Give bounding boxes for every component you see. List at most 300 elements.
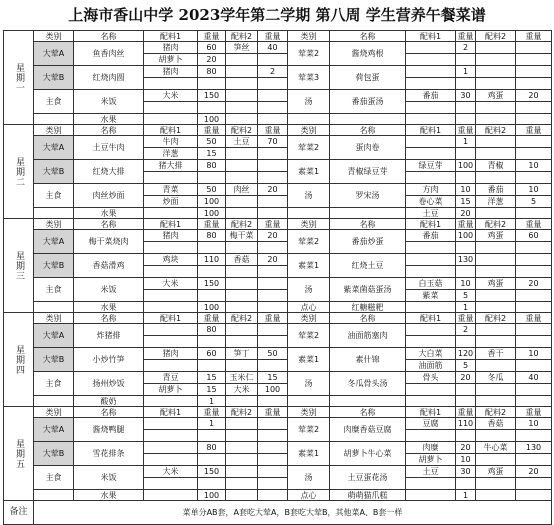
dish-name: 紫菜菌菇蛋汤 xyxy=(330,278,406,302)
dish-name: 土豆蛋花汤 xyxy=(330,466,406,490)
table-cell xyxy=(456,336,476,348)
weight-cell xyxy=(198,290,226,302)
weight-cell: 1 xyxy=(456,490,476,501)
weight-cell: 10 xyxy=(456,278,476,290)
ingredient-cell: 鸡块 xyxy=(144,254,198,266)
weight-cell xyxy=(456,102,476,114)
weight-cell: 100 xyxy=(258,384,288,396)
weight-cell: 20 xyxy=(258,230,288,242)
category-cell: 大荤A xyxy=(34,324,74,348)
category-cell: 素菜1 xyxy=(288,254,330,278)
weight-cell: 20 xyxy=(258,184,288,196)
table-cell xyxy=(258,54,288,66)
dish-name: 水果 xyxy=(74,208,144,219)
category-cell: 汤 xyxy=(288,278,330,302)
dish-name: 蛋肉卷 xyxy=(330,136,406,160)
table-cell xyxy=(226,396,258,407)
note-label: 备注 xyxy=(4,501,34,525)
ingredient-cell xyxy=(406,324,456,336)
weight-cell: 70 xyxy=(258,136,288,148)
weight-cell: 60 xyxy=(516,230,552,242)
header-ingredient-4: 配料2 xyxy=(476,31,516,42)
header-name-2: 名称 xyxy=(330,125,406,136)
table-cell xyxy=(516,360,552,372)
table-cell xyxy=(516,430,552,442)
table-cell xyxy=(406,242,456,254)
weight-cell: 110 xyxy=(198,254,226,266)
ingredient-cell xyxy=(476,42,516,54)
weight-cell: 100 xyxy=(198,196,226,208)
ingredient-cell: 油面筋 xyxy=(406,360,456,372)
ingredient-cell xyxy=(476,478,516,490)
ingredient-cell: 大米 xyxy=(144,278,198,290)
table-cell xyxy=(258,242,288,254)
ingredient-cell: 胡萝卜 xyxy=(144,54,198,66)
dish-name: 胡萝卜牛心菜 xyxy=(330,442,406,466)
table-cell xyxy=(516,242,552,254)
ingredient-cell xyxy=(226,290,258,302)
weight-cell: 80 xyxy=(198,442,226,454)
ingredient-cell xyxy=(144,290,198,302)
header-weight-4: 重量 xyxy=(516,31,552,42)
table-cell xyxy=(34,396,74,407)
ingredient-cell: 猪肉 xyxy=(144,348,198,360)
table-cell xyxy=(516,490,552,501)
header-name: 名称 xyxy=(74,313,144,324)
ingredient-cell xyxy=(406,136,456,148)
table-cell xyxy=(476,242,516,254)
ingredient-cell xyxy=(406,266,456,278)
table-cell xyxy=(144,114,198,125)
header-category: 类别 xyxy=(34,407,74,418)
dish-name: 素什锦 xyxy=(330,348,406,372)
weight-cell: 30 xyxy=(456,90,476,102)
table-cell xyxy=(406,336,456,348)
category-cell: 素菜1 xyxy=(288,348,330,372)
table-cell xyxy=(226,430,258,442)
table-cell xyxy=(226,360,258,372)
header-weight-1: 重量 xyxy=(198,219,226,230)
ingredient-cell: 胡萝卜 xyxy=(406,454,456,466)
dish-name: 米饭 xyxy=(74,466,144,490)
table-cell xyxy=(476,302,516,313)
dish-name: 酱烧鸡根 xyxy=(330,42,406,66)
table-cell xyxy=(258,148,288,160)
ingredient-cell: 番茄 xyxy=(476,184,516,196)
ingredient-cell xyxy=(144,324,198,336)
ingredient-cell xyxy=(226,66,258,78)
category-cell xyxy=(288,114,330,125)
header-ingredient-2: 配料2 xyxy=(226,313,258,324)
ingredient-cell: 鸡蛋 xyxy=(476,230,516,242)
ingredient-cell xyxy=(406,78,456,90)
table-cell xyxy=(226,172,258,184)
table-cell xyxy=(476,208,516,219)
ingredient-cell: 笋丝 xyxy=(226,42,258,54)
weight-cell: 100 xyxy=(456,230,476,242)
table-cell xyxy=(516,302,552,313)
table-cell xyxy=(516,54,552,66)
category-cell: 汤 xyxy=(288,466,330,490)
header-weight-1: 重量 xyxy=(198,125,226,136)
weight-cell xyxy=(456,172,476,184)
table-cell xyxy=(226,242,258,254)
table-cell xyxy=(226,208,258,219)
header-ingredient-4: 配料2 xyxy=(476,407,516,418)
table-cell xyxy=(226,336,258,348)
category-cell: 汤 xyxy=(288,90,330,114)
dish-name: 红烧肉圆 xyxy=(74,66,144,90)
table-cell xyxy=(144,360,198,372)
category-cell: 点心 xyxy=(288,302,330,313)
table-cell xyxy=(34,302,74,313)
ingredient-cell: 骨头 xyxy=(406,372,456,384)
table-cell xyxy=(198,266,226,278)
ingredient-cell: 土豆 xyxy=(406,208,456,219)
table-cell xyxy=(476,114,516,125)
weight-cell: 80 xyxy=(198,66,226,78)
dish-name xyxy=(330,396,406,407)
ingredient-cell: 梅干菜 xyxy=(226,230,258,242)
weight-cell: 10 xyxy=(456,184,476,196)
table-cell xyxy=(476,360,516,372)
ingredient-cell xyxy=(226,102,258,114)
weight-cell: 120 xyxy=(456,348,476,360)
category-cell: 主食 xyxy=(34,184,74,208)
table-cell xyxy=(258,396,288,407)
category-cell: 荤菜2 xyxy=(288,418,330,442)
ingredient-cell xyxy=(226,278,258,290)
table-cell xyxy=(456,148,476,160)
table-cell xyxy=(258,78,288,90)
weight-cell xyxy=(258,324,288,336)
header-ingredient-2: 配料2 xyxy=(226,31,258,42)
table-cell xyxy=(476,454,516,466)
weight-cell: 100 xyxy=(198,114,226,125)
table-cell xyxy=(198,78,226,90)
category-cell: 主食 xyxy=(34,372,74,396)
weight-cell: 10 xyxy=(516,184,552,196)
weight-cell: 100 xyxy=(198,302,226,313)
ingredient-cell: 玉米仁 xyxy=(226,372,258,384)
weight-cell: 10 xyxy=(456,454,476,466)
category-cell xyxy=(288,208,330,219)
header-ingredient-2: 配料2 xyxy=(226,125,258,136)
weight-cell: 2 xyxy=(456,42,476,54)
dish-name: 小炒竹笋 xyxy=(74,348,144,372)
weight-cell: 50 xyxy=(198,184,226,196)
dish-name: 青椒绿豆芽 xyxy=(330,160,406,184)
table-cell xyxy=(476,490,516,501)
dish-name: 荷包蛋 xyxy=(330,66,406,90)
ingredient-cell: 牛心菜 xyxy=(476,442,516,454)
weight-cell xyxy=(258,418,288,430)
weight-cell xyxy=(516,324,552,336)
weight-cell: 15 xyxy=(198,372,226,384)
weight-cell xyxy=(258,278,288,290)
header-name: 名称 xyxy=(74,31,144,42)
ingredient-cell: 洋葱 xyxy=(476,196,516,208)
table-cell xyxy=(226,148,258,160)
header-name: 名称 xyxy=(74,407,144,418)
header-category-2: 类别 xyxy=(288,125,330,136)
ingredient-cell: 香干 xyxy=(476,348,516,360)
table-cell xyxy=(144,172,198,184)
weight-cell: 110 xyxy=(456,418,476,430)
category-cell: 点心 xyxy=(288,490,330,501)
header-weight-2: 重量 xyxy=(258,125,288,136)
weight-cell xyxy=(258,102,288,114)
weight-cell xyxy=(456,266,476,278)
header-category: 类别 xyxy=(34,219,74,230)
weight-cell xyxy=(456,78,476,90)
weight-cell: 20 xyxy=(198,54,226,66)
ingredient-cell: 绿豆芽 xyxy=(406,160,456,172)
ingredient-cell xyxy=(226,466,258,478)
ingredient-cell xyxy=(406,254,456,266)
ingredient-cell: 紫菜 xyxy=(406,290,456,302)
weight-cell xyxy=(456,478,476,490)
ingredient-cell: 牛肉 xyxy=(144,136,198,148)
category-cell: 汤 xyxy=(288,372,330,396)
header-category: 类别 xyxy=(34,31,74,42)
dish-name: 雪花排条 xyxy=(74,442,144,466)
weight-cell: 10 xyxy=(516,418,552,430)
ingredient-cell: 豆腐 xyxy=(406,418,456,430)
weight-cell: 50 xyxy=(258,348,288,360)
table-cell xyxy=(34,490,74,501)
header-weight-3: 重量 xyxy=(457,407,474,417)
table-cell xyxy=(226,54,258,66)
ingredient-cell xyxy=(226,442,258,454)
weight-cell xyxy=(258,478,288,490)
dish-name: 冬瓜骨头汤 xyxy=(330,372,406,396)
dish-name: 萌萌猫爪糕 xyxy=(330,490,406,501)
weight-cell: 1 xyxy=(456,136,476,148)
table-cell xyxy=(516,172,552,184)
header-category-2: 类别 xyxy=(288,31,330,42)
table-cell xyxy=(516,266,552,278)
day-label: 星期三 xyxy=(4,219,34,313)
weight-cell: 10 xyxy=(516,160,552,172)
ingredient-cell: 香菇 xyxy=(226,254,258,266)
header-category: 类别 xyxy=(34,125,74,136)
header-category-2: 类别 xyxy=(288,219,330,230)
dish-name: 红烧土豆 xyxy=(330,254,406,278)
table-cell xyxy=(476,336,516,348)
ingredient-cell xyxy=(476,66,516,78)
weight-cell: 30 xyxy=(456,466,476,478)
header-ingredient-1: 配料1 xyxy=(144,407,198,418)
weight-cell: 50 xyxy=(198,136,226,148)
weight-cell: 60 xyxy=(198,42,226,54)
table-cell xyxy=(144,454,198,466)
dish-name xyxy=(330,208,406,219)
table-cell xyxy=(476,54,516,66)
weight-cell: 10 xyxy=(516,348,552,360)
dish-name: 油面筋塞肉 xyxy=(330,324,406,348)
ingredient-cell: 青菜 xyxy=(144,184,198,196)
weight-cell xyxy=(456,396,476,407)
table-cell xyxy=(516,336,552,348)
ingredient-cell: 洋葱 xyxy=(144,148,198,160)
category-cell: 大荤B xyxy=(34,442,74,466)
dish-name: 炸猪排 xyxy=(74,324,144,348)
dish-name: 红糖糍粑 xyxy=(330,302,406,313)
ingredient-cell xyxy=(406,396,456,407)
ingredient-cell: 青豆 xyxy=(144,372,198,384)
table-cell xyxy=(34,114,74,125)
weight-cell: 15 xyxy=(198,148,226,160)
dish-name: 肉糜香菇豆腐 xyxy=(330,418,406,442)
dish-name xyxy=(330,114,406,125)
header-ingredient-3: 配料1 xyxy=(406,407,456,418)
ingredient-cell: 青椒 xyxy=(476,160,516,172)
header-weight-2: 重量 xyxy=(258,219,288,230)
weight-cell: 1 xyxy=(456,302,476,313)
table-cell xyxy=(144,208,198,219)
dish-name: 水果 xyxy=(74,114,144,125)
dish-name: 米饭 xyxy=(74,90,144,114)
ingredient-cell xyxy=(226,160,258,172)
category-cell: 素菜1 xyxy=(288,442,330,466)
ingredient-cell: 鸡蛋 xyxy=(476,466,516,478)
ingredient-cell: 冬瓜 xyxy=(476,372,516,384)
header-ingredient-1: 配料1 xyxy=(144,31,198,42)
ingredient-cell: 大白菜 xyxy=(406,348,456,360)
table-cell xyxy=(476,172,516,184)
note-text: 菜单分AB套，A套吃大荤A，B套吃大荤B，其他菜A、B套一样 xyxy=(34,501,552,525)
header-category-2: 类别 xyxy=(288,313,330,324)
table-cell xyxy=(258,430,288,442)
table-cell xyxy=(144,302,198,313)
category-cell: 大荤A xyxy=(34,230,74,254)
table-cell xyxy=(258,208,288,219)
weight-cell xyxy=(198,336,226,348)
header-ingredient-4: 配料2 xyxy=(476,313,516,324)
weight-cell: 20 xyxy=(456,442,476,454)
table-cell xyxy=(258,114,288,125)
table-cell xyxy=(456,430,476,442)
menu-table xyxy=(3,30,552,525)
category-cell: 荤菜3 xyxy=(288,66,330,90)
header-weight-3: 重量 xyxy=(457,219,474,229)
header-name-2: 名称 xyxy=(330,31,406,42)
weight-cell: 1 xyxy=(198,418,226,430)
header-weight-1: 重量 xyxy=(198,31,226,42)
table-cell xyxy=(476,396,516,407)
header-category-2: 类别 xyxy=(288,407,330,418)
weight-cell: 80 xyxy=(198,324,226,336)
category-cell xyxy=(288,396,330,407)
weight-cell xyxy=(516,384,552,396)
table-cell xyxy=(258,172,288,184)
header-name: 名称 xyxy=(74,219,144,230)
table-cell xyxy=(516,396,552,407)
ingredient-cell xyxy=(144,102,198,114)
ingredient-cell xyxy=(406,114,456,125)
table-cell xyxy=(406,430,456,442)
category-cell: 大荤A xyxy=(34,136,74,160)
category-cell: 大荤B xyxy=(34,160,74,184)
table-cell xyxy=(198,172,226,184)
ingredient-cell xyxy=(226,418,258,430)
weight-cell xyxy=(258,90,288,102)
ingredient-cell: 肉糜 xyxy=(406,442,456,454)
ingredient-cell xyxy=(144,242,198,254)
header-ingredient-4: 配料2 xyxy=(476,125,516,136)
weight-cell: 20 xyxy=(516,278,552,290)
weight-cell: 40 xyxy=(258,42,288,54)
ingredient-cell: 卷心菜 xyxy=(406,196,456,208)
weight-cell: 20 xyxy=(456,372,476,384)
header-weight-2: 重量 xyxy=(258,31,288,42)
weight-cell: 15 xyxy=(198,384,226,396)
header-ingredient-3: 配料1 xyxy=(406,31,456,42)
table-cell xyxy=(258,336,288,348)
weight-cell xyxy=(456,384,476,396)
weight-cell: 20 xyxy=(516,90,552,102)
day-label: 星期二 xyxy=(4,125,34,219)
weight-cell: 100 xyxy=(456,160,476,172)
header-name-2: 名称 xyxy=(330,313,406,324)
table-cell xyxy=(226,78,258,90)
category-cell: 荤菜2 xyxy=(288,324,330,348)
table-cell xyxy=(456,242,476,254)
table-cell xyxy=(476,430,516,442)
category-cell: 汤 xyxy=(288,184,330,208)
ingredient-cell xyxy=(406,478,456,490)
ingredient-cell: 肉丝 xyxy=(226,184,258,196)
ingredient-cell: 白玉菇 xyxy=(406,278,456,290)
ingredient-cell xyxy=(144,336,198,348)
ingredient-cell xyxy=(406,490,456,501)
table-cell xyxy=(258,302,288,313)
weight-cell: 15 xyxy=(258,372,288,384)
weight-cell xyxy=(516,254,552,266)
dish-name: 肉丝炒面 xyxy=(74,184,144,208)
weight-cell: 2 xyxy=(456,324,476,336)
ingredient-cell xyxy=(476,384,516,396)
dish-name: 水果 xyxy=(74,490,144,501)
table-cell xyxy=(456,54,476,66)
weight-cell xyxy=(516,66,552,78)
ingredient-cell: 土豆 xyxy=(226,136,258,148)
weight-cell xyxy=(198,430,226,442)
ingredient-cell: 番茄 xyxy=(406,230,456,242)
category-cell: 主食 xyxy=(34,466,74,490)
ingredient-cell: 方肉 xyxy=(406,184,456,196)
table-cell xyxy=(258,266,288,278)
table-cell xyxy=(258,360,288,372)
header-ingredient-1: 配料1 xyxy=(144,125,198,136)
header-ingredient-1: 配料1 xyxy=(144,313,198,324)
category-cell: 主食 xyxy=(34,90,74,114)
weight-cell: 20 xyxy=(258,254,288,266)
ingredient-cell: 香菇 xyxy=(476,418,516,430)
weight-cell xyxy=(516,290,552,302)
ingredient-cell: 鸡蛋 xyxy=(476,90,516,102)
category-cell: 大荤B xyxy=(34,348,74,372)
ingredient-cell xyxy=(406,384,456,396)
header-category: 类别 xyxy=(34,313,74,324)
header-weight-3: 重量 xyxy=(457,125,474,135)
ingredient-cell: 笋丁 xyxy=(226,348,258,360)
table-cell xyxy=(516,114,552,125)
dish-name: 酸奶 xyxy=(74,396,144,407)
header-weight-2: 重量 xyxy=(258,407,288,418)
header-name: 名称 xyxy=(74,125,144,136)
